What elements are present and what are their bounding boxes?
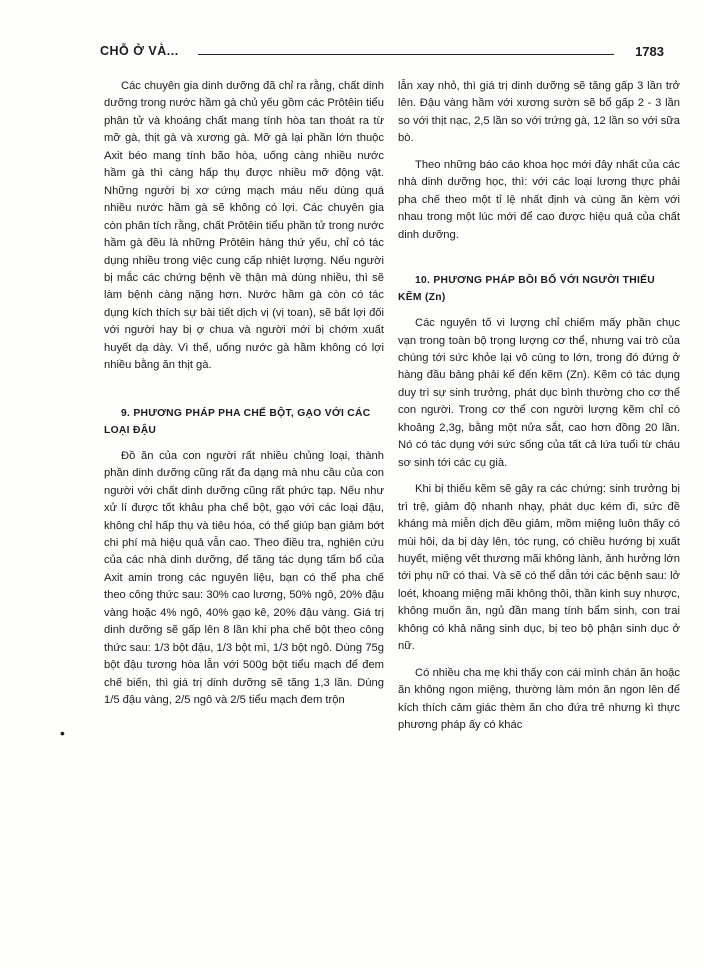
right-column: [398, 78, 680, 735]
page-number: 1783: [635, 44, 664, 59]
paragraph: Các nguyên tố vi lượng chỉ chiếm mấy phần chục vạn trong toàn bộ trọng lượng cơ thể, nhưng vai trò của chúng tới sức khỏe lại vô cùng to lớn, trong đó đứng ở hàng đầu bảng phải kể đến kẽm (Zn). Kẽm có tác dụng duy trì sự sinh trưởng, phát dục bình thường cho cơ thể con người. Trong cơ thể con người lượng kẽm chỉ có khoảng 2,3g, bằng một nửa sắt, cao hơn đồng 20 lần. Nó có tác dụng với sức sống của tất cả lứa tuổi từ cháu sơ sinh tới các cụ già.: [398, 317, 680, 469]
paragraph: Có nhiều cha mẹ khi thấy con cái mình chán ăn hoặc ăn không ngon miệng, thường làm món ăn ngon lên để kích thích cảm giác thèm ăn cho đứa trẻ nhưng kì thực phương pháp ấy có khác: [398, 666, 680, 732]
paragraph: Các chuyên gia dinh dưỡng đã chỉ ra rằng, chất dinh dưỡng trong nước hầm gà chủ yếu gồm các Prôtêin tiểu phân tử và khoáng chất mang tính hòa tan thoát ra từ mỡ gà, thịt gà và xương gà. Mỡ gà lại phần lớn thuộc Axit béo mang tính bão hòa, uống càng nhiều nước hầm gà thì càng hấp thụ được nhiều mỡ động vật. Những người bị xơ cứng mạch máu nếu dùng quá nhiều nước hầm gà sẽ không có lợi. Các chuyên gia còn phân tích rằng, chất Prôtêin tiểu phần tử trong nước hầm gà đều là những Prôtêin hàng thứ yếu, chỉ có tác dụng nhiều trong việc cung cấp nhiệt lượng. Nếu người bị mắc các chứng bệnh về thận mà dùng nhiều, thì sẽ làm bệnh càng nặng hơn. Nước hầm gà còn có tác dụng kích thích sự bài tiết dịch vị (vị toan), sẽ bất lợi đối với người hay bị ợ chua và người mới bị chớm xuất huyết dạ dày. Vì thế, uống nước gà hầm không có lợi nhiều bằng ăn thịt gà.: [104, 80, 384, 372]
page-header: [100, 44, 664, 62]
section-heading-10: 10. PHƯƠNG PHÁP BỒI BỔ VỚI NGƯỜI THIẾU KẼM (Zn): [398, 275, 656, 304]
left-column: [104, 78, 384, 710]
running-title: CHỖ Ở VÀ...: [100, 44, 179, 58]
header-rule: [198, 54, 614, 55]
paragraph: lẫn xay nhỏ, thì giá trị dinh dưỡng sẽ tăng gấp 3 lần trở lên. Đậu vàng hầm với xương sườn sẽ bổ gấp 2 - 3 lần so với thịt nạc, 2,5 lần so với trứng gà, 12 lần so với sữa bò.: [398, 80, 680, 145]
paragraph: Đồ ăn của con người rất nhiều chủng loại, thành phần dinh dưỡng cũng rất đa dạng mà nhu cầu của con người với chất dinh dưỡng cũng rất phức tạp. Nếu như xử lí được tốt khâu pha chế bột, gạo với các loại đậu, không chỉ hấp thụ và tiêu hóa, có thể giúp bạn giảm bớt chi phí mà hiệu quả vẫn cao. Theo điều tra, nghiên cứu của các nhà dinh dưỡng, để tăng tác dụng tẩm bổ của Axit amin trong các nguyên liệu, bạn có thể pha chế theo công thức sau: 30% cao lương, 50% ngô, 20% đậu vàng hoặc 4% ngô, 40% gạo kê, 20% đậu vàng. Giá trị dinh dưỡng sẽ gấp lên 8 lần khi pha chế bột theo công thức sau: 1/3 bột đậu, 1/3 bột mì, 1/3 bột ngô. Dùng 75g bột đậu tương hòa lẫn với 500g bột tiểu mạch để đem chế biến, thì giá trị dinh dưỡng sẽ tăng 1,3 lần. Dùng 1/5 đậu vàng, 2/5 ngô và 2/5 tiểu mạch đem trộn: [104, 449, 384, 707]
margin-dot: •: [60, 725, 65, 741]
section-heading-9: 9. PHƯƠNG PHÁP PHA CHẾ BỘT, GẠO VỚI CÁC LOẠI ĐẬU: [104, 407, 371, 436]
paragraph: Theo những báo cáo khoa học mới đây nhất của các nhà dinh dưỡng học, thì: với các loại lương thực phải pha chế theo một tỉ lệ nhất định và cùng ăn kèm với nhau trong một lúc mới để cao được hiệu quả của chất dinh dưỡng.: [398, 158, 680, 241]
paragraph: Khi bị thiếu kẽm sẽ gây ra các chứng: sinh trưởng bị trì trệ, giảm độ nhanh nhạy, phát dục kém đi, sức đề kháng mà miễn dịch đều giảm, mồm miệng luôn thấy có mùi hôi, da bị dày lên, tóc rụng, có chiều hướng bị xuất huyết, miệng vết thương mãi không lành, ảnh hưởng lớn tới phụ nữ có thai. Và sẽ có thể dẫn tới các bệnh sau: lở loét, khoang miệng mãi không thôi, thần kinh suy nhược, không muốn ăn, ngủ đần mang tính bẩm sinh, con trai không có khả năng sinh dục, bị teo bộ phận sinh dục ở nữ.: [398, 483, 680, 653]
